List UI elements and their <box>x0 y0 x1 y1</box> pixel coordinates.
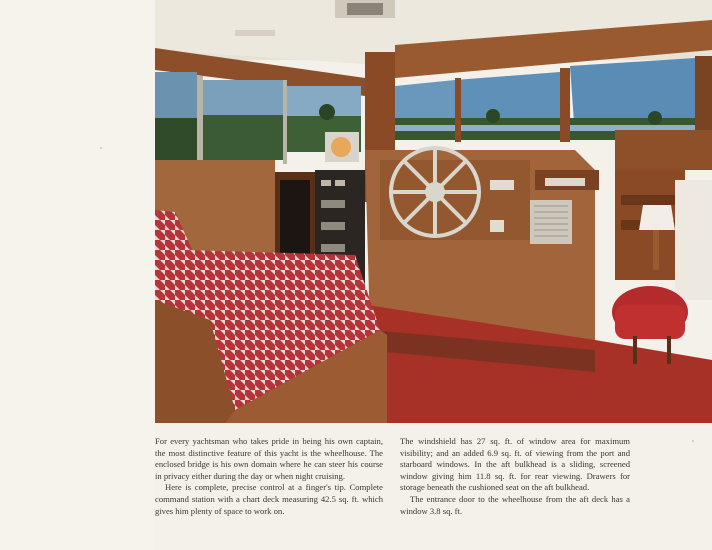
paragraph: The entrance door to the wheelhouse from the aft deck has a window 3.8 sq. ft. <box>400 493 630 516</box>
paragraph: The windshield has 27 sq. ft. of window area for maximum visibility; and an added 6.9 sq. ft. of viewing from the port and starboard windows. In the aft bulkhead is a sliding, screened window giving him 11.8 sq. ft. for rear viewing. Drawers for storage beneath the cushioned seat on the aft bulkhead. <box>400 436 630 493</box>
paper-speck <box>100 147 102 149</box>
paragraph: For every yachtsman who takes pride in being his own captain, the most distinctive feature of this yacht is the wheelhouse. The enclosed bridge is his own domain where he can steer his course in privacy either during the day or when night cruising. <box>155 436 383 481</box>
paper-speck <box>692 440 694 442</box>
table-lamp <box>639 205 675 230</box>
radio-cabinet <box>280 180 310 260</box>
wheelhouse-photo <box>155 0 712 423</box>
article-column-right <box>400 436 630 517</box>
article-column-left <box>155 436 383 517</box>
page-margin <box>0 0 155 550</box>
heater-vent <box>530 200 572 244</box>
paragraph: Here is complete, precise control at a finger's tip. Complete command station with a chart deck measuring 42.5 sq. ft. which gives him plenty of space to work on. <box>155 482 383 516</box>
ceiling-vent <box>347 3 383 15</box>
ships-wheel <box>391 148 479 236</box>
